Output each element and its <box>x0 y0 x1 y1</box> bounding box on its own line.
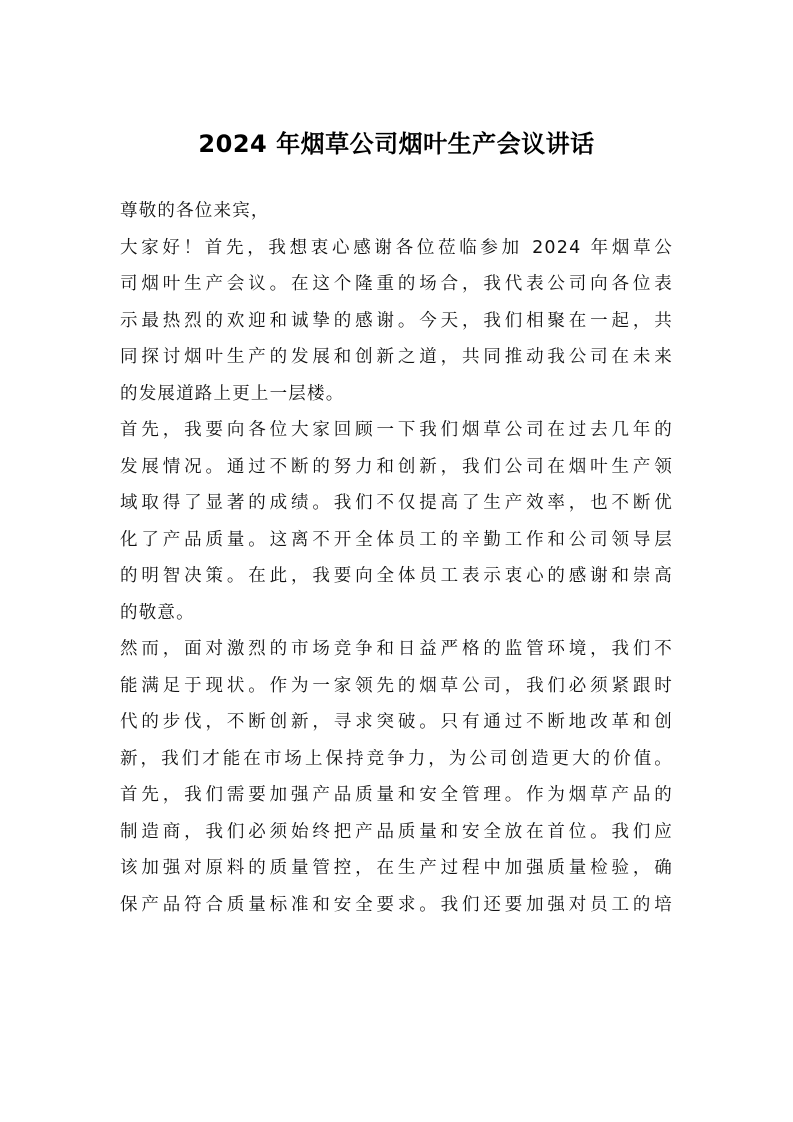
paragraph-line: 发展情况。通过不断的努力和创新，我们公司在烟叶生产领 <box>120 456 673 477</box>
paragraph-line: 的敬意。 <box>120 602 195 623</box>
paragraph-line: 化了产品质量。这离不开全体员工的辛勤工作和公司领导层 <box>120 529 673 550</box>
paragraph-line: 新，我们才能在市场上保持竞争力，为公司创造更大的价值。 <box>120 748 673 769</box>
greeting <box>120 193 673 230</box>
paragraph-3 <box>120 631 673 777</box>
paragraph-line: 司烟叶生产会议。在这个隆重的场合，我代表公司向各位表 <box>120 274 673 294</box>
paragraph-line: 的发展道路上更上一层楼。 <box>120 383 345 404</box>
paragraph-line: 域取得了显著的成绩。我们不仅提高了生产效率，也不断优 <box>120 493 673 513</box>
paragraph-1 <box>120 230 673 413</box>
paragraph-line: 首先，我们需要加强产品质量和安全管理。作为烟草产品的 <box>120 785 673 805</box>
paragraph-line: 该加强对原料的质量管控，在生产过程中加强质量检验，确 <box>120 858 673 878</box>
paragraph-line: 制造商，我们必须始终把产品质量和安全放在首位。我们应 <box>120 821 673 842</box>
paragraph-line: 大家好！首先，我想衷心感谢各位莅临参加 2024 年烟草公 <box>120 237 673 258</box>
paragraph-4 <box>120 777 673 923</box>
paragraph-line: 同探讨烟叶生产的发展和创新之道，共同推动我公司在未来 <box>120 347 673 367</box>
document-body <box>120 193 673 923</box>
greeting-line: 尊敬的各位来宾， <box>120 201 270 221</box>
document-title: 2024 年烟草公司烟叶生产会议讲话 <box>198 130 595 158</box>
paragraph-line: 示最热烈的欢迎和诚挚的感谢。今天，我们相聚在一起，共 <box>120 310 673 331</box>
paragraph-line: 首先，我要向各位大家回顾一下我们烟草公司在过去几年的 <box>120 420 673 440</box>
paragraph-line: 保产品符合质量标准和安全要求。我们还要加强对员工的培 <box>120 894 673 915</box>
paragraph-line: 代的步伐，不断创新，寻求突破。只有通过不断地改革和创 <box>120 712 673 732</box>
paragraph-2 <box>120 412 673 631</box>
paragraph-line: 的明智决策。在此，我要向全体员工表示衷心的感谢和崇高 <box>120 566 673 586</box>
paragraph-line: 能满足于现状。作为一家领先的烟草公司，我们必须紧跟时 <box>120 675 673 696</box>
paragraph-line: 然而，面对激烈的市场竞争和日益严格的监管环境，我们不 <box>120 639 673 659</box>
